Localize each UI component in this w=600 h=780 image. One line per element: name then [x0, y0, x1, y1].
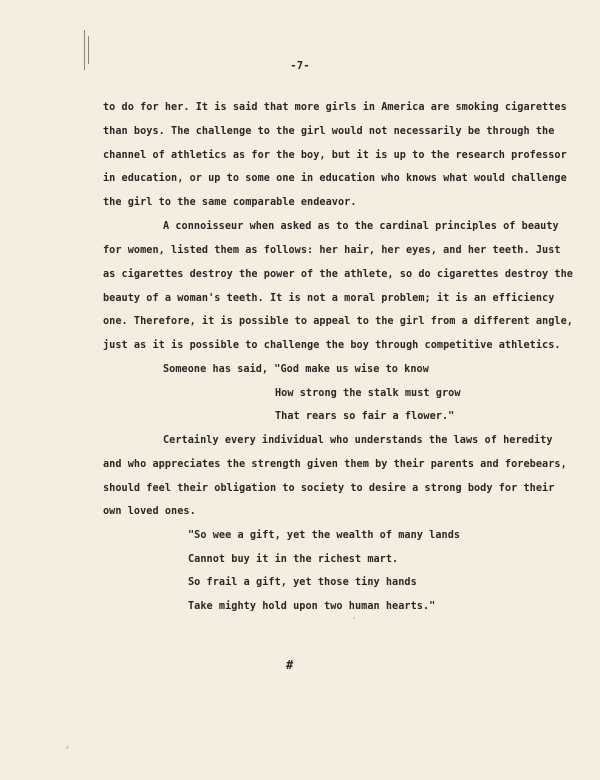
- page-number: -7-: [290, 60, 310, 72]
- text-line: to do for her. It is said that more girls in America are smoking cigarettes: [103, 102, 567, 113]
- text-line: the girl to the same comparable endeavor.: [103, 197, 357, 208]
- text-line: own loved ones.: [103, 506, 196, 517]
- text-line: than boys. The challenge to the girl would not necessarily be through the: [103, 126, 555, 137]
- paper-spot: [66, 746, 69, 749]
- text-line: for women, listed them as follows: her hair, her eyes, and her teeth. Just: [103, 245, 561, 256]
- end-mark: #: [286, 658, 294, 672]
- text-line: A connoisseur when asked as to the cardinal principles of beauty: [163, 221, 559, 232]
- text-line: as cigarettes destroy the power of the athlete, so do cigarettes destroy the: [103, 269, 573, 280]
- quote-line: That rears so fair a flower.": [275, 411, 455, 422]
- text-line: and who appreciates the strength given them by their parents and forebears,: [103, 459, 567, 470]
- text-line: in education, or up to some one in education who knows what would challenge: [103, 173, 567, 184]
- poem-line: Cannot buy it in the richest mart.: [188, 554, 399, 565]
- poem-line: Take mighty hold upon two human hearts.": [188, 601, 436, 612]
- quote-line: How strong the stalk must grow: [275, 388, 461, 399]
- text-line: just as it is possible to challenge the boy through competitive athletics.: [103, 340, 561, 351]
- text-line: Certainly every individual who understands the laws of heredity: [163, 435, 553, 446]
- quote-line: Someone has said, "God make us wise to know: [163, 364, 429, 375]
- text-line: one. Therefore, it is possible to appeal to the girl from a different angle,: [103, 316, 573, 327]
- poem-line: So frail a gift, yet those tiny hands: [188, 577, 417, 588]
- text-line: beauty of a woman's teeth. It is not a moral problem; it is an efficiency: [103, 293, 555, 304]
- poem-line: "So wee a gift, yet the wealth of many lands: [188, 530, 461, 541]
- text-line: should feel their obligation to society to desire a strong body for their: [103, 483, 555, 494]
- text-line: channel of athletics as for the boy, but it is up to the research professor: [103, 150, 567, 161]
- paper-spot: [353, 617, 355, 619]
